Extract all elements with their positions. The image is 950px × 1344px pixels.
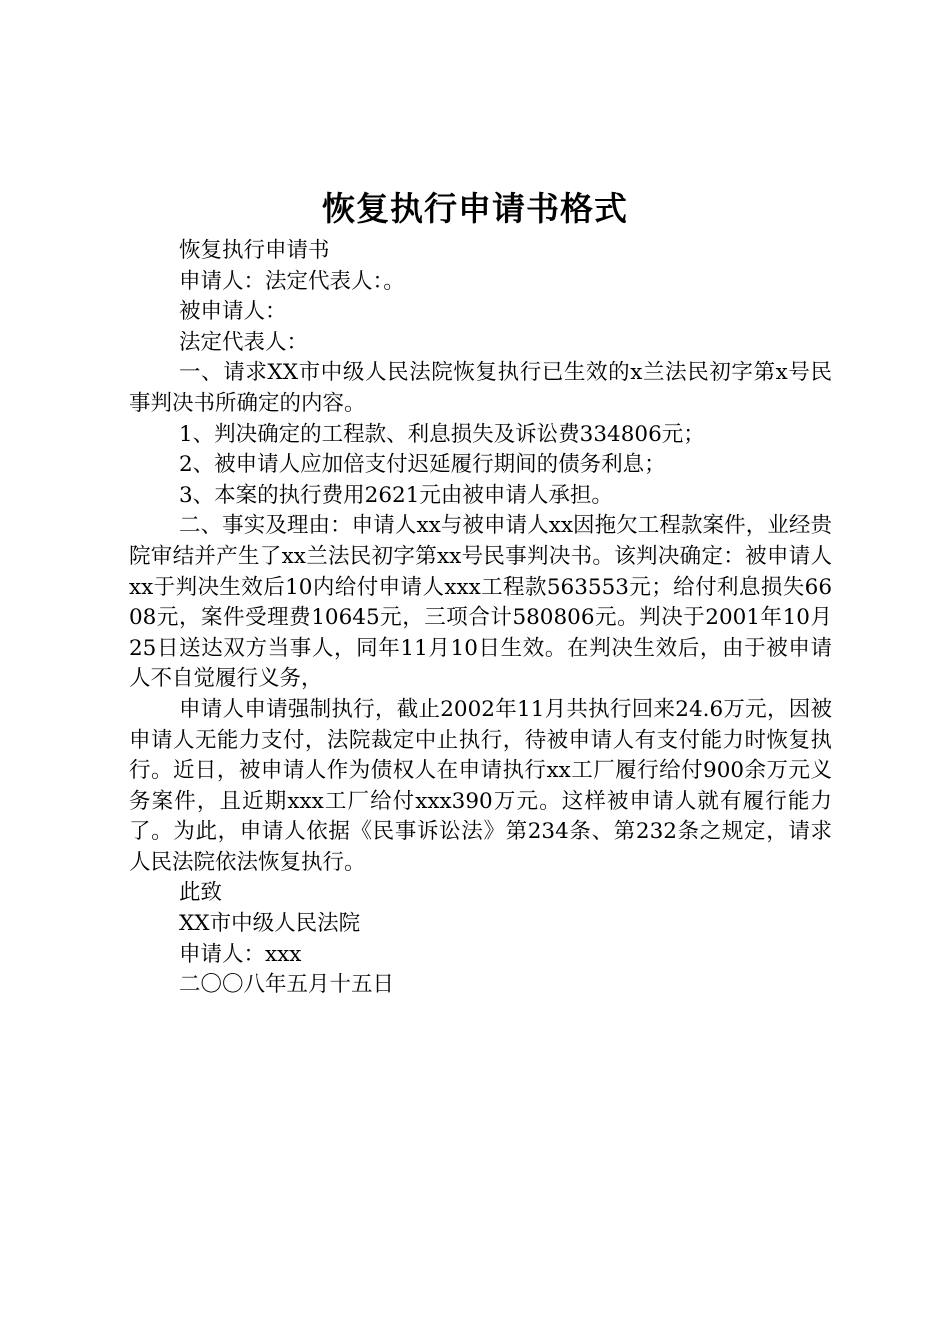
paragraph-heading: 恢复执行申请书: [179, 238, 330, 263]
paragraph-item-2: 2、被申请人应加倍支付迟延履行期间的债务利息；: [179, 452, 666, 478]
paragraph-applicant: 申请人：法定代表人：。: [179, 268, 405, 294]
paragraph-request: 一、请求XX市中级人民法院恢复执行已生效的x兰法民初字第x号民事判决书所确定的内容。: [129, 360, 832, 416]
paragraph-facts: 二、事实及理由：申请人xx与被申请人xx因拖欠工程款案件，业经贵院审结并产生了xx兰法民初字第xx号民事判决书。该判决确定：被申请人xx于判决生效后10内给付申请人xxx工程款563553元；给付利息损失6608元，案件受理费10645元，三项合计580806元。判决于2001年10月25日送达双方当事人，同年11月10日生效。在判决生效后，由于被申请人不自觉履行义务，: [129, 513, 832, 692]
paragraph-respondent: 被申请人：: [179, 299, 287, 325]
paragraph-item-1: 1、判决确定的工程款、利息损失及诉讼费334806元；: [179, 421, 705, 447]
paragraph-court: XX市中级人民法院: [179, 911, 361, 937]
paragraph-date: 二〇〇八年五月十五日: [179, 972, 395, 998]
document-body: [129, 236, 832, 1001]
paragraph-enforcement: 申请人申请强制执行，截止2002年11月共执行回来24.6万元，因被申请人无能力支付，法院裁定中止执行，待被申请人有支付能力时恢复执行。近日，被申请人作为债权人在申请执行xx工厂履行给付900余万元义务案件，且近期xxx工厂给付xxx390万元。这样被申请人就有履行能力了。为此，申请人依据《民事诉讼法》第234条、第232条之规定，请求人民法院依法恢复执行。: [129, 696, 832, 875]
paragraph-signature: 申请人：xxx: [179, 941, 302, 967]
document-title: 恢复执行申请书格式: [322, 189, 628, 228]
paragraph-salutation: 此致: [179, 880, 223, 906]
paragraph-item-3: 3、本案的执行费用2621元由被申请人承担。: [179, 482, 613, 508]
paragraph-legal-representative: 法定代表人：: [179, 329, 309, 355]
